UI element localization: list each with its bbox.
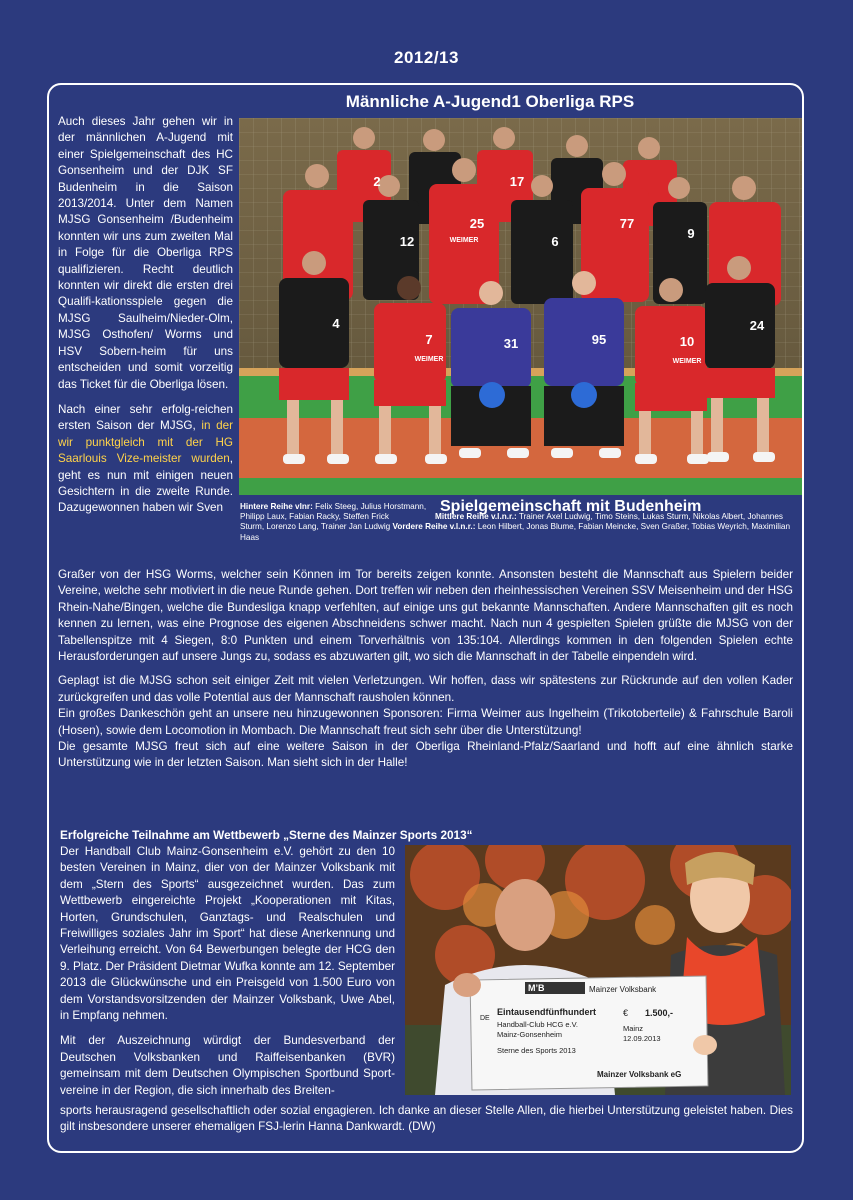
caption-middle-names: Trainer Axel Ludwig, Timo Steins, Lukas Sturm, Nikolas Albert, Johannes Sturm, Lorenzo Lang, Trainer Jan Ludwig <box>240 512 783 532</box>
section2-continuation <box>60 1103 793 1136</box>
section2-paragraph-2-continuation: sports herausragend gesellschaftlich oder sozial engagieren. Ich danke an dieser Stelle Allen, die hierbei Unterstützung geleistet haben. Dies gilt insbesondere unserer ehemaligen FSJ-lerin Hanna Dankwardt. (DW) <box>60 1104 793 1134</box>
jersey-number: 2 <box>373 174 381 189</box>
cheque-currency: € <box>623 1008 629 1018</box>
caption-back-names: Felix Steeg, Julius Horstmann, Philipp Laux, Fabian Racky, Steffen Frick <box>240 502 427 522</box>
cheque-payee: Handball-Club HCG e.V. <box>497 1020 579 1029</box>
outlook-paragraph: Die gesamte MJSG freut sich auf eine weitere Saison in der Oberliga Rheinland-Pfalz/Saarland und hofft auf eine ähnlich starke Unterstützung wie in der letzten Saison. Man sieht sich in der Halle! <box>58 740 793 770</box>
photo-caption-title: Spielgemeinschaft mit Budenheim <box>440 498 702 515</box>
jersey-number: 95 <box>591 332 607 347</box>
section2-column <box>60 844 395 1099</box>
season-review-end: , geht es nun mit einigen neuen Gesichtern in die zweite Runde. Dazugewonnen haben wir Sven <box>58 452 233 515</box>
injury-paragraph: Geplagt ist die MJSG schon seit einiger Zeit mit vielen Verletzungen. Wir hoffen, dass wir spätestens zur Rückrunde auf den vollen Kader zurückgreifen und das volle Potential aus der Mannschaft rausholen können. <box>58 674 793 704</box>
caption-middle-label: Mittlere Reihe v.l.n.r.: <box>435 512 517 522</box>
jersey-number: 4 <box>332 316 340 331</box>
article-headline: Männliche A-Jugend1 Oberliga RPS <box>345 92 635 111</box>
intro-paragraph: Auch dieses Jahr gehen wir in der männlichen A-Jugend mit einer Spielgemeinschaft des HC Gonsenheim und der DJK SF Budenheim in die Saison 2013/2014. Unter dem Namen MJSG Gonsenheim /Budenheim konnten wir uns zum zweiten Mal in Folge für die Oberliga RPS qualifizieren. Recht deutlich konnten wir direkt die ersten drei Qualifi-kationsspiele gegen die MJSG Saulheim/Nieder-Olm, MJSG Osthofen/ Worms und HSV Sobern-heim für uns entscheiden und somit vorzeitig das Ticket für die Oberliga lösen. <box>58 115 233 391</box>
jersey-number: 24 <box>749 318 765 333</box>
season-review-paragraph <box>58 402 233 517</box>
section2-title: Erfolgreiche Teilnahme am Wettbewerb „Sterne des Mainzer Sports 2013“ <box>60 828 473 842</box>
cheque-date: 12.09.2013 <box>623 1034 661 1043</box>
jersey-number: 9 <box>687 226 695 241</box>
season-review-continuation: Graßer von der HSG Worms, welcher sein Können im Tor bereits zeigen konnte. Ansonsten besteht die Mannschaft aus Spielern beider Vereine, welche sehr motiviert in die neue Runde gehen. Dort treffen wir neben den rheinhessischen Vereinen SSV Meisenheim und der HSG Rhein-Nahe/Bingen, welche die Bundesliga knapp verfehlten, auf einige uns gut bekannte Mannschaften. Andere Mannschaften gilt es noch kennen zu lernen, was eine Prognose des eigenen Abschneidens schwer macht. Nach nun 4 gespielten Spielen grüßte die MJSG von der Tabellenspitze mit 4 Siegen, 8:0 Punkten und einem Torverhältnis von 135:104. Allerdings kommen in den folgenden Spielen echte Herausforderungen auf unsere Jungs zu, sodass es abzuwarten gilt, wo sich die Mannschaft in der Tabelle einpendeln wird. <box>58 568 793 664</box>
section2-paragraph-1: Der Handball Club Mainz-Gonsenheim e.V. gehört zu den 10 besten Vereinen in Mainz, dier von der Mainzer Volksbank mit dem „Stern des Sports“ ausgezeichnet wurden. Das zum Wettbewerb eingereichte Projekt „Kooperationen mit Kitas, Horten, Grundschulen, Ganztags- und Realschulen und Freiwilliges soziales Jahr im Sport“ hat diese Anerkennung und Verleihung erreicht. Von 64 Bewerbungen belegte der HCG den 9. Platz. Der Präsident Dietmar Wufka konnte am 12. September 2013 die Glückwünsche und ein Preisgeld von 1.500 Euro von dem Vorstandsvorsitzenden der Mainzer Volksbank, Uwe Abel, in Empfang nehmen. <box>60 845 395 1023</box>
caption-front-names: Leon Hilbert, Jonas Blume, Fabian Meincke, Sven Graßer, Tobias Weyrich, Maximilian Haas <box>240 522 791 542</box>
team-photo-illustration <box>239 118 802 495</box>
sponsor-print: WEIMER <box>414 356 444 363</box>
cheque-amount-words: Eintausendfünfhundert <box>497 1007 596 1017</box>
jersey-number: 12 <box>399 234 415 249</box>
team-photo <box>239 118 802 495</box>
cheque-logo: M’B <box>528 983 545 993</box>
section2-paragraph-2: Mit der Auszeichnung würdigt der Bundesverband der Deutschen Volksbanken und Raiffeisenbanken (BVR) gemeinsam mit dem Deutschen Olympischen Sportbund Sport-vereine in der Region, die sich innerhalb des Breiten- <box>60 1034 395 1097</box>
sponsor-print: WEIMER <box>672 358 702 365</box>
photo-caption <box>240 502 796 543</box>
season-heading: 2012/13 <box>394 48 459 67</box>
jersey-number: 10 <box>679 334 695 349</box>
cheque-photo <box>405 845 791 1095</box>
sponsor-print: WEIMER <box>449 237 479 244</box>
cheque-city: Mainz <box>623 1024 644 1033</box>
main-text <box>58 567 793 772</box>
jersey-number: 17 <box>509 174 525 189</box>
vice-champion-highlight: in der wir punktgleich mit der HG Saarlouis Vize-meister wurden <box>58 419 233 466</box>
cheque-purpose: Sterne des Sports 2013 <box>497 1046 576 1055</box>
intro-column <box>58 114 233 517</box>
cheque-amount: 1.500,- <box>645 1008 674 1018</box>
caption-back-label: Hintere Reihe vlnr: <box>240 502 313 511</box>
cheque-signature-bank: Mainzer Volksbank eG <box>597 1070 682 1079</box>
season-review-start: Nach einer sehr erfolg-reichen ersten Saison der MJSG, <box>58 402 233 433</box>
cheque-photo-illustration <box>405 845 791 1095</box>
cheque-prefix: DE <box>480 1015 490 1022</box>
jersey-number: 77 <box>619 216 635 231</box>
caption-front-label: Vordere Reihe v.l.n.r.: <box>392 522 476 532</box>
jersey-number: 31 <box>503 336 519 351</box>
jersey-number: 25 <box>469 216 485 231</box>
jersey-number: 6 <box>551 234 559 249</box>
cheque-payee-city: Mainz-Gonsenheim <box>497 1030 563 1039</box>
sponsor-paragraph: Ein großes Dankeschön geht an unsere neu hinzugewonnen Sponsoren: Firma Weimer aus Ingelheim (Trikotoberteile) & Fahrschule Baroli (Hosen), sowie dem Locomotion in Mombach. Die Mannschaft freut sich sehr über die Unterstützung! <box>58 707 793 737</box>
cheque-bank-header: Mainzer Volksbank <box>589 985 657 994</box>
jersey-number: 7 <box>425 332 433 347</box>
